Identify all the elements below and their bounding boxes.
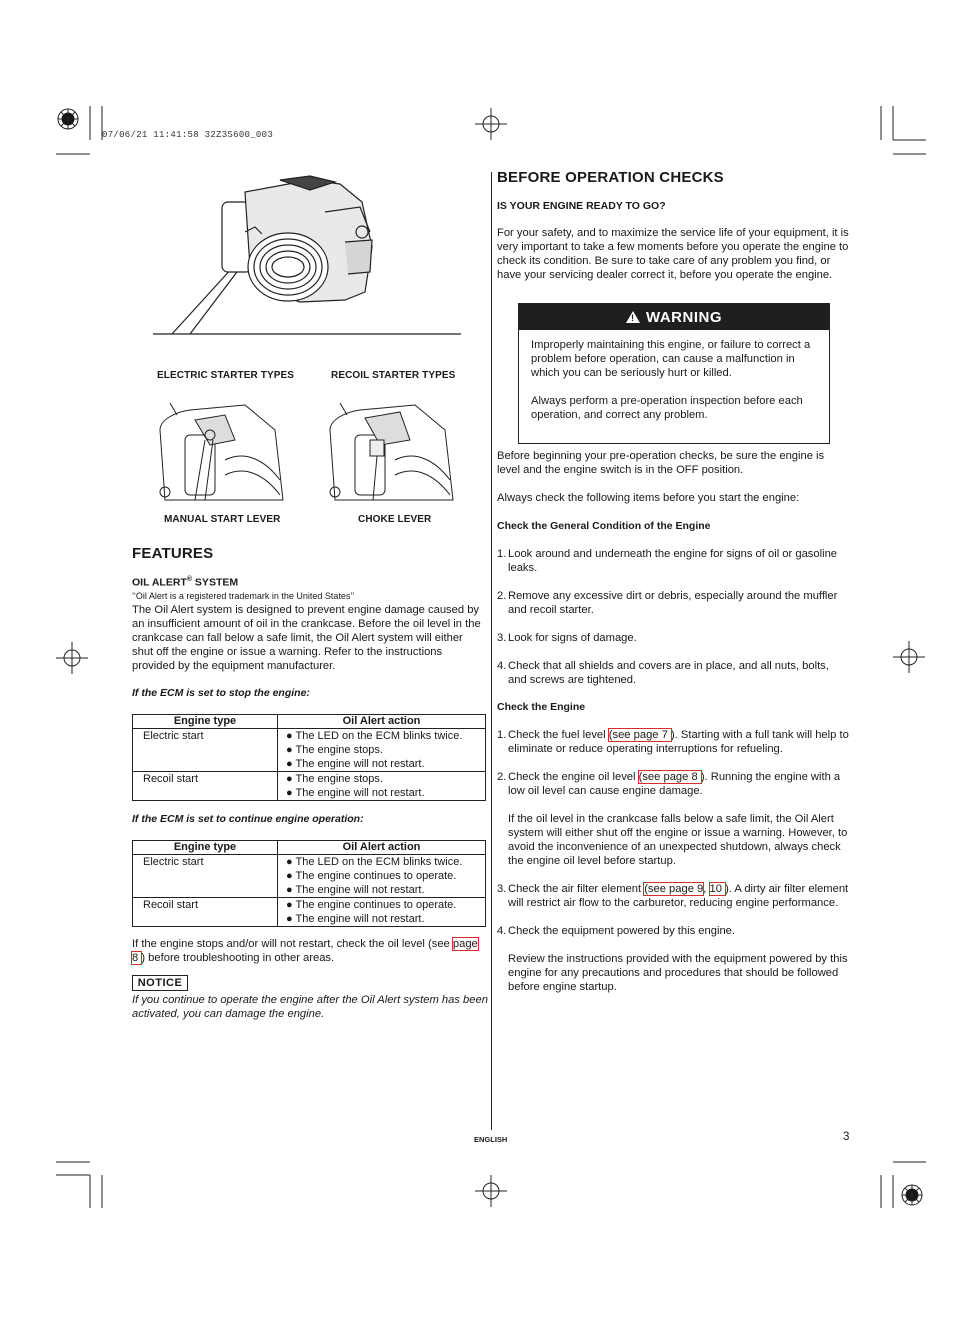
manual-start-lever-illustration (155, 400, 285, 505)
footer-language: ENGLISH (474, 1135, 508, 1144)
action-item: ● The LED on the ECM blinks twice. (286, 730, 463, 742)
table-row (133, 898, 486, 927)
oil-alert-table-continue (132, 840, 486, 927)
column-header-oil-alert-action: Oil Alert action (278, 841, 486, 855)
engine-illustration (150, 172, 465, 338)
action-item: ● The engine will not restart. (286, 758, 425, 770)
always-check-note: Always check the following items before you start the engine: (497, 492, 800, 504)
oil-alert-subheading: OIL ALERT® SYSTEM (132, 576, 239, 589)
oil-level-note: If the engine stops and/or will not restart, check the oil level (see page 8 ) before troubleshooting in other areas. (132, 938, 478, 964)
case-continue-title: If the ECM is set to continue engine operation: (132, 813, 364, 825)
action-item: ● The LED on the ECM blinks twice. (286, 856, 463, 868)
list-item: 4. Check the equipment powered by this engine. Review the instructions provided with the equipment powered by this engine for any precautions and procedures that should be followed before engine startup. (497, 925, 848, 993)
column-header-engine-type: Engine type (133, 841, 278, 855)
page-10-link[interactable]: 10 (709, 883, 726, 895)
general-condition-list (497, 547, 849, 687)
registration-mark-right (893, 641, 925, 673)
action-item: ● The engine continues to operate. (286, 870, 457, 882)
column-divider (491, 172, 492, 1130)
engine-type-cell: Electric start (133, 855, 278, 898)
level-note: Before beginning your pre-operation checks, be sure the engine is level and the engine switch is in the OFF position. (497, 450, 825, 476)
notice-text: If you continue to operate the engine after the Oil Alert system has been activated, you can damage the engine. (132, 994, 488, 1020)
checks-intro: For your safety, and to maximize the service life of your equipment, it is very important to take a few moments before you operate the engine to check its condition. Be sure to take care of any problem you find, or have your servicing dealer correct it, before you operate the engine. (497, 227, 849, 281)
starburst-mark-bottom-right (902, 1185, 922, 1205)
warning-paragraph: Always perform a pre-operation inspection before each operation, and correct any problem. (531, 395, 803, 421)
registration-mark-bottom (475, 1175, 507, 1207)
before-operation-heading: BEFORE OPERATION CHECKS (497, 169, 724, 186)
warning-box (518, 303, 830, 444)
list-item: 3. Look for signs of damage. (497, 632, 637, 644)
warning-title: WARNING (646, 308, 722, 326)
choke-lever-illustration (325, 400, 455, 505)
page-8-link[interactable]: (see page 8 (638, 771, 701, 783)
warning-icon: ! (626, 311, 640, 323)
column-header-engine-type: Engine type (133, 715, 278, 729)
table-row (133, 855, 486, 898)
page-number: 3 (843, 1131, 850, 1143)
list-item: 2. Check the engine oil level (see page 8 ). Running the engine with a low oil level can cause engine damage. If the oil level in the crankcase falls below a safe limit, the Oil Alert system will either shut off the engine or issue a warning. However, to avoid the inconvenience of an unexpected shutdown, always check the engine oil level before startup. (497, 771, 848, 867)
caption-electric-starter: ELECTRIC STARTER TYPES (157, 370, 295, 381)
case-stop-title: If the ECM is set to stop the engine: (132, 687, 310, 699)
oil-alert-note: If the oil level in the crankcase falls below a safe limit, the Oil Alert system will either shut off the engine or issue a warning. However, to avoid the inconvenience of an unexpected shutdown, always check the engine oil level before startup. (508, 813, 848, 867)
list-item: 1. Check the fuel level (see page 7 ). Starting with a full tank will help to eliminate or reduce operating interruptions for refueling. (497, 729, 849, 755)
registration-mark-left (56, 642, 88, 674)
action-item: ● The engine stops. (286, 744, 383, 756)
general-condition-heading: Check the General Condition of the Engine (497, 520, 711, 532)
table-row (133, 729, 486, 772)
action-item: ● The engine will not restart. (286, 787, 425, 799)
engine-type-cell: Recoil start (133, 898, 278, 927)
table-row (133, 772, 486, 801)
page-7-link[interactable]: (see page 7 (608, 729, 671, 741)
engine-type-cell: Recoil start (133, 772, 278, 801)
check-engine-list (497, 728, 849, 994)
list-item: 4. Check that all shields and covers are in place, and all nuts, bolts, and screws are tightened. (497, 660, 829, 686)
action-item: ● The engine stops. (286, 773, 383, 785)
ready-subheading: IS YOUR ENGINE READY TO GO? (497, 200, 666, 212)
check-engine-heading: Check the Engine (497, 701, 586, 713)
warning-paragraph: Improperly maintaining this engine, or failure to correct a problem before operation, can cause a malfunction in which you can be seriously hurt or killed. (531, 339, 811, 379)
action-item: ● The engine will not restart. (286, 884, 425, 896)
list-item: 3. Check the air filter element (see page 9, 10 ). A dirty air filter element will restrict air flow to the carburetor, reducing engine performance. (497, 883, 849, 909)
caption-choke-lever: CHOKE LEVER (358, 514, 432, 525)
oil-alert-table-stop (132, 714, 486, 801)
trademark-note: ‘‘Oil Alert is a registered trademark in the United States’’ (132, 591, 355, 601)
starburst-mark-top-left (58, 109, 78, 129)
caption-recoil-starter: RECOIL STARTER TYPES (331, 370, 456, 381)
action-item: ● The engine continues to operate. (286, 899, 457, 911)
page-9-link[interactable]: (see page 9 (644, 883, 704, 895)
warning-header (519, 304, 829, 330)
list-item: 1. Look around and underneath the engine for signs of oil or gasoline leaks. (497, 548, 838, 574)
oil-alert-intro: The Oil Alert system is designed to prevent engine damage caused by an insufficient amount of oil in the crankcase. Before the oil level in the crankcase can fall below a safe limit, the Oil Alert system will either shut off the engine or issue a warning. Refer to the instructions provided by the equipment manufacturer. (132, 604, 481, 672)
list-item: 2. Remove any excessive dirt or debris, especially around the muffler and recoil starter. (497, 590, 838, 616)
page-8-link[interactable]: page 8 (132, 938, 478, 964)
caption-manual-start-lever: MANUAL START LEVER (164, 514, 281, 525)
equipment-note: Review the instructions provided with the equipment powered by this engine for any precautions and procedures that should be followed before engine startup. (508, 953, 848, 993)
features-heading: FEATURES (132, 545, 214, 562)
column-header-oil-alert-action: Oil Alert action (278, 715, 486, 729)
print-timestamp: 07/06/21 11:41:58 32Z3S600_003 (102, 130, 274, 140)
registration-mark-top (475, 108, 507, 140)
notice-label: NOTICE (132, 975, 188, 991)
action-item: ● The engine will not restart. (286, 913, 425, 925)
engine-type-cell: Electric start (133, 729, 278, 772)
